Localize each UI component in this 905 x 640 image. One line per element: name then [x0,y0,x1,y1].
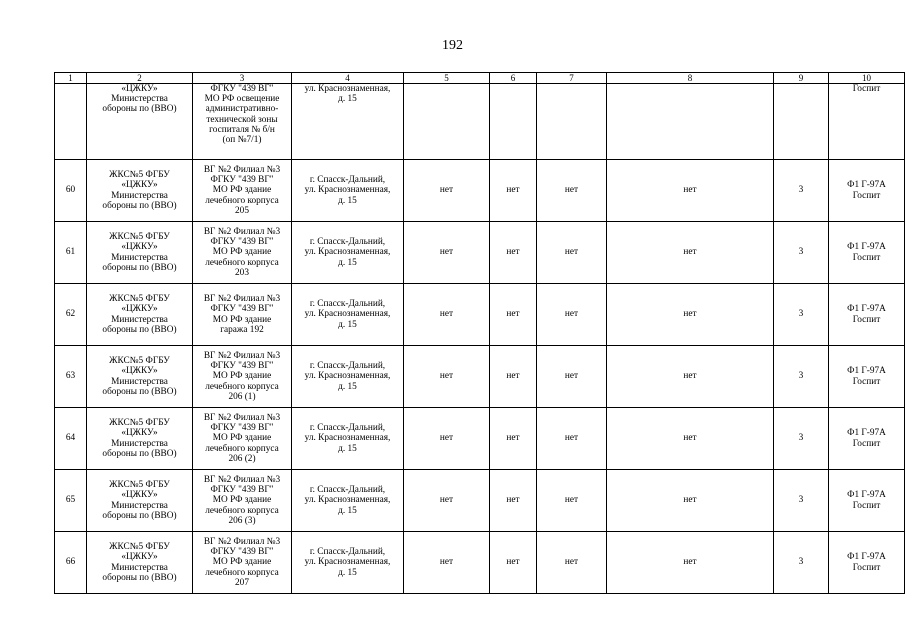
cell-address: г. Спасск-Дальний, ул. Краснознаменная, д. 15 [292,222,404,284]
column-header: 10 [829,73,905,84]
cell-col9: 3 [774,408,829,470]
cell-col9: 3 [774,532,829,594]
cell-owner: ЖКС№5 ФГБУ «ЦЖКУ» Министерства обороны по (ВВО) [87,470,193,532]
cell-col6 [490,84,537,160]
cell-owner: ЖКС№5 ФГБУ «ЦЖКУ» Министерства обороны по (ВВО) [87,160,193,222]
cell-object: ВГ №2 Филиал №3 ФГКУ "439 ВГ" МО РФ здание лечебного корпуса 207 [193,532,292,594]
cell-col8: нет [607,470,774,532]
cell-col7: нет [537,470,607,532]
cell-col7: нет [537,532,607,594]
cell-address: г. Спасск-Дальний, ул. Краснознаменная, д. 15 [292,470,404,532]
cell-col8: нет [607,160,774,222]
cell-object: ВГ №2 Филиал №3 ФГКУ "439 ВГ" МО РФ здание лечебного корпуса 206 (3) [193,470,292,532]
cell-owner: ЖКС№5 ФГБУ «ЦЖКУ» Министерства обороны по (ВВО) [87,222,193,284]
page-number: 192 [442,38,463,53]
cell-col6: нет [490,408,537,470]
cell-col6: нет [490,284,537,346]
cell-owner: «ЦЖКУ» Министерства обороны по (ВВО) [87,84,193,160]
cell-col9: 3 [774,222,829,284]
cell-col8: нет [607,284,774,346]
column-header: 8 [607,73,774,84]
cell-col7: нет [537,222,607,284]
column-header: 7 [537,73,607,84]
cell-address: г. Спасск-Дальний, ул. Краснознаменная, д. 15 [292,532,404,594]
cell-col8: нет [607,346,774,408]
cell-number: 66 [55,532,87,594]
cell-col7: нет [537,284,607,346]
column-header: 6 [490,73,537,84]
cell-object: ВГ №2 Филиал №3 ФГКУ "439 ВГ" МО РФ здание лечебного корпуса 206 (1) [193,346,292,408]
cell-col9 [774,84,829,160]
cell-col6: нет [490,346,537,408]
cell-col10: Ф1 Г-97А Госпит [829,284,905,346]
cell-number: 61 [55,222,87,284]
cell-col5 [404,84,490,160]
cell-col9: 3 [774,346,829,408]
cell-col9: 3 [774,160,829,222]
cell-address: г. Спасск-Дальний, ул. Краснознаменная, д. 15 [292,408,404,470]
cell-object: ВГ №2 Филиал №3 ФГКУ "439 ВГ" МО РФ здание лечебного корпуса 206 (2) [193,408,292,470]
cell-number [55,84,87,160]
table-row [55,346,905,408]
column-header: 9 [774,73,829,84]
table-header-row [55,73,905,84]
cell-address: ул. Краснознаменная, д. 15 [292,84,404,160]
cell-number: 60 [55,160,87,222]
table-row [55,160,905,222]
column-header: 3 [193,73,292,84]
cell-col7: нет [537,160,607,222]
cell-col6: нет [490,470,537,532]
cell-number: 63 [55,346,87,408]
table-row [55,408,905,470]
cell-col6: нет [490,532,537,594]
cell-col5: нет [404,160,490,222]
table-row-continuation [55,84,905,160]
cell-col10: Ф1 Г-97А Госпит [829,470,905,532]
document-table [54,72,905,594]
cell-col9: 3 [774,284,829,346]
cell-number: 64 [55,408,87,470]
cell-col5: нет [404,346,490,408]
cell-col5: нет [404,470,490,532]
cell-col10: Ф1 Г-97А Госпит [829,222,905,284]
cell-col7: нет [537,346,607,408]
cell-col5: нет [404,222,490,284]
cell-col5: нет [404,408,490,470]
cell-col8 [607,84,774,160]
cell-col9: 3 [774,470,829,532]
cell-col10: Госпит [829,84,905,160]
cell-address: г. Спасск-Дальний, ул. Краснознаменная, д. 15 [292,346,404,408]
cell-col6: нет [490,222,537,284]
cell-col10: Ф1 Г-97А Госпит [829,346,905,408]
cell-col7: нет [537,408,607,470]
cell-object: ВГ №2 Филиал №3 ФГКУ "439 ВГ" МО РФ здание лечебного корпуса 205 [193,160,292,222]
cell-col7 [537,84,607,160]
table-row [55,284,905,346]
cell-object: ФГКУ "439 ВГ" МО РФ освещение административно- технической зоны госпиталя № б/н (оп №7/1) [193,84,292,160]
cell-col10: Ф1 Г-97А Госпит [829,160,905,222]
table-row [55,532,905,594]
column-header: 5 [404,73,490,84]
column-header: 4 [292,73,404,84]
cell-col10: Ф1 Г-97А Госпит [829,532,905,594]
cell-address: г. Спасск-Дальний, ул. Краснознаменная, д. 15 [292,160,404,222]
cell-col10: Ф1 Г-97А Госпит [829,408,905,470]
table-row [55,470,905,532]
cell-owner: ЖКС№5 ФГБУ «ЦЖКУ» Министерства обороны по (ВВО) [87,346,193,408]
cell-owner: ЖКС№5 ФГБУ «ЦЖКУ» Министерства обороны по (ВВО) [87,284,193,346]
cell-col5: нет [404,284,490,346]
table-row [55,222,905,284]
cell-col8: нет [607,408,774,470]
cell-object: ВГ №2 Филиал №3 ФГКУ "439 ВГ" МО РФ здание лечебного корпуса 203 [193,222,292,284]
cell-number: 65 [55,470,87,532]
cell-col5: нет [404,532,490,594]
cell-owner: ЖКС№5 ФГБУ «ЦЖКУ» Министерства обороны по (ВВО) [87,532,193,594]
column-header: 1 [55,73,87,84]
cell-number: 62 [55,284,87,346]
cell-col8: нет [607,222,774,284]
column-header: 2 [87,73,193,84]
cell-col6: нет [490,160,537,222]
cell-address: г. Спасск-Дальний, ул. Краснознаменная, д. 15 [292,284,404,346]
cell-col8: нет [607,532,774,594]
cell-owner: ЖКС№5 ФГБУ «ЦЖКУ» Министерства обороны по (ВВО) [87,408,193,470]
cell-object: ВГ №2 Филиал №3 ФГКУ "439 ВГ" МО РФ здание гаража 192 [193,284,292,346]
